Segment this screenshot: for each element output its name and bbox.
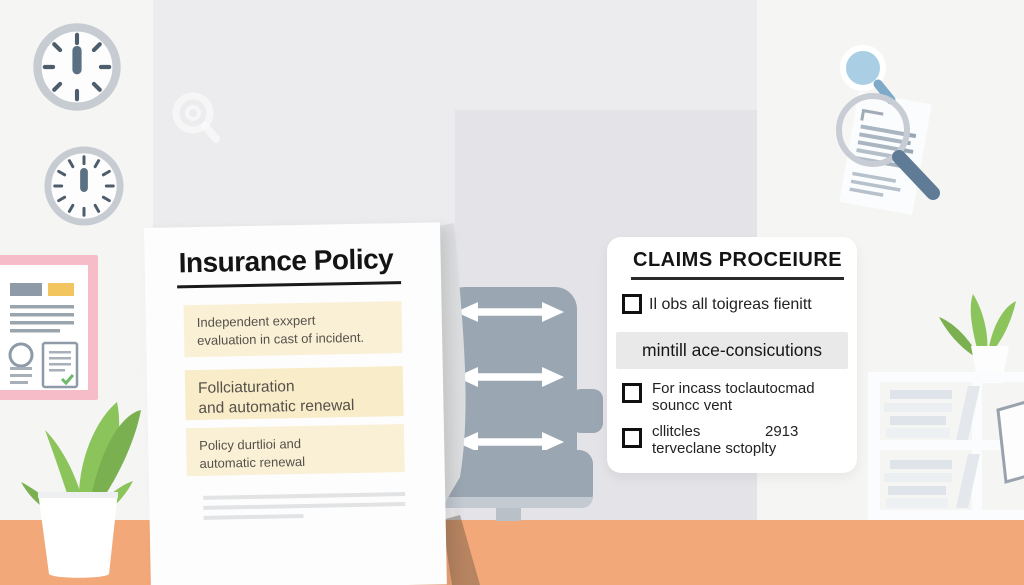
policy-note-3-line2: automatic renewal	[199, 453, 306, 471]
checkbox-item-3[interactable]	[622, 428, 642, 448]
claims-item-3-value: 2913	[765, 423, 799, 440]
policy-note-2-line2: and automatic renewal	[198, 397, 355, 418]
claims-card-title: CLAIMS PROCEIURE	[633, 249, 843, 271]
chair-armrest-right	[571, 389, 603, 433]
claims-title-underline	[631, 277, 844, 280]
claims-item-3-line2: terveclane sctoplty	[652, 440, 777, 458]
claims-item-3-label	[652, 423, 842, 458]
paper-footer-line	[204, 514, 304, 520]
checkbox-item-1[interactable]	[622, 294, 642, 314]
policy-note-1	[183, 301, 402, 357]
policy-note-2	[185, 366, 404, 420]
potted-plant-left	[5, 380, 150, 585]
paper-footer-line	[203, 502, 405, 510]
clock-icon	[31, 21, 123, 113]
claims-item-2-label	[652, 380, 815, 415]
claims-procedure-card	[607, 237, 857, 473]
claims-item-2-line1: For incass toclautocmad	[652, 380, 815, 397]
chair-pole	[496, 506, 521, 521]
policy-note-2-line1: Follciaturation	[197, 378, 295, 397]
policy-note-1-line2: evaluation in cast of incident.	[197, 329, 365, 348]
policy-note-1-line1: Independent exxpert	[196, 312, 316, 331]
framed-certificate-poster	[0, 255, 98, 400]
insurance-policy-paper	[144, 222, 447, 585]
clock-icon	[41, 143, 127, 229]
magnifier-watermark-icon	[160, 85, 230, 155]
policy-note-3-line1: Policy durtlioi and	[199, 436, 302, 453]
claims-item-2-line2: souncc vent	[652, 397, 733, 415]
claims-highlight-bar: mintill ace-consicutions	[616, 332, 848, 369]
title-underline	[177, 281, 401, 288]
magnifier-over-document-illustration	[815, 25, 985, 220]
claims-item-1-label: Il obs all toigreas fienitt	[649, 296, 812, 313]
plant-pot	[38, 492, 118, 578]
paper-footer-line	[203, 492, 405, 500]
claims-item-3-line1: cllitcles	[652, 423, 701, 440]
policy-note-3	[186, 424, 405, 476]
checkbox-item-2[interactable]	[622, 383, 642, 403]
picture-frame	[998, 402, 1024, 482]
insurance-paper-title: Insurance Policy	[178, 243, 394, 279]
bookshelf	[860, 290, 1024, 522]
